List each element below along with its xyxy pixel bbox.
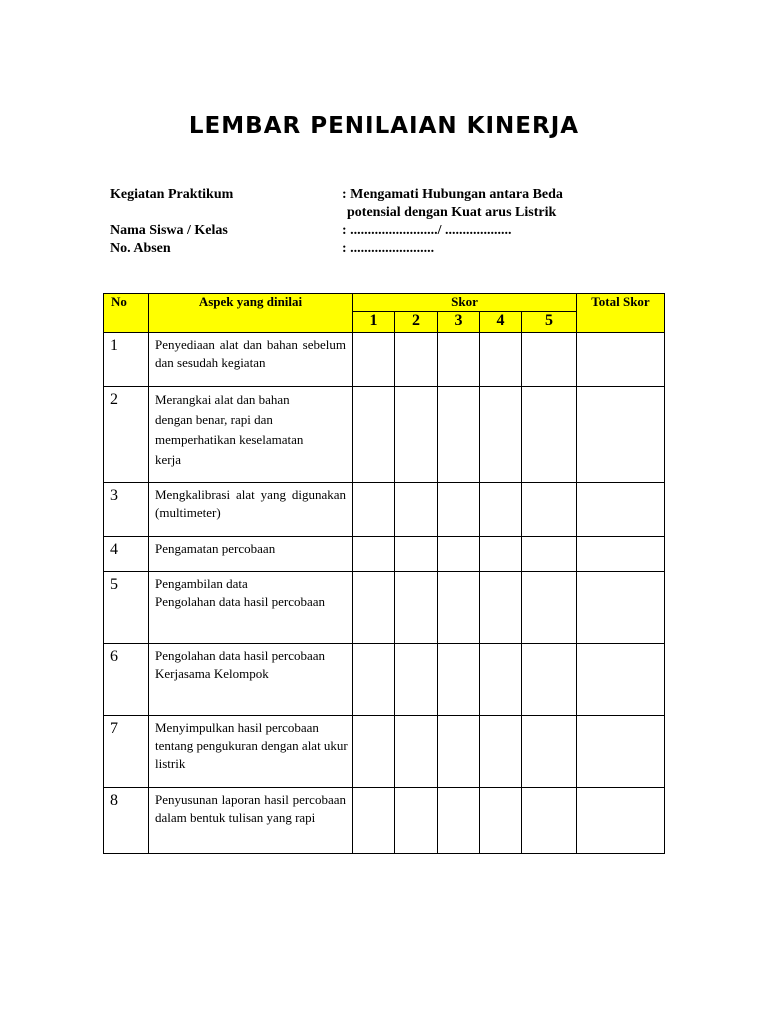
score-cell[interactable]: [522, 387, 577, 483]
score-cell[interactable]: [522, 333, 577, 387]
score-cell[interactable]: [480, 572, 522, 644]
absen-label: No. Absen: [110, 241, 171, 256]
score-header-1: 1: [353, 312, 395, 333]
row-number: 6: [104, 644, 149, 716]
score-cell[interactable]: [353, 537, 395, 572]
score-cell[interactable]: [438, 788, 480, 854]
table-row: [104, 333, 665, 387]
aspect-text-line2: Kerjasama Kelompok: [155, 666, 269, 681]
score-cell[interactable]: [353, 333, 395, 387]
assessment-table: [103, 293, 665, 854]
total-cell[interactable]: [577, 716, 665, 788]
score-cell[interactable]: [353, 716, 395, 788]
table-row: [104, 483, 665, 537]
score-cell[interactable]: [480, 716, 522, 788]
score-cell[interactable]: [480, 483, 522, 537]
score-cell[interactable]: [395, 387, 438, 483]
score-cell[interactable]: [480, 333, 522, 387]
score-cell[interactable]: [480, 788, 522, 854]
aspect-text: Penyediaan alat dan bahan sebelum dan sesudah kegiatan: [149, 333, 353, 387]
absen-value: : ........................: [342, 241, 435, 256]
total-cell[interactable]: [577, 483, 665, 537]
table-row: [104, 716, 665, 788]
total-cell[interactable]: [577, 333, 665, 387]
score-cell[interactable]: [480, 387, 522, 483]
score-cell[interactable]: [395, 644, 438, 716]
score-cell[interactable]: [353, 387, 395, 483]
total-cell[interactable]: [577, 537, 665, 572]
table-row: [104, 788, 665, 854]
aspect-text: Menyimpulkan hasil percobaan tentang pengukuran dengan alat ukur listrik: [149, 716, 353, 788]
aspect-text: Merangkai alat dan bahan dengan benar, rapi dan memperhatikan keselamatan kerja: [149, 387, 353, 483]
score-cell[interactable]: [438, 537, 480, 572]
score-cell[interactable]: [353, 572, 395, 644]
row-number: 7: [104, 716, 149, 788]
kegiatan-value-line1: : Mengamati Hubungan antara Beda: [342, 187, 563, 202]
row-number: 5: [104, 572, 149, 644]
score-cell[interactable]: [438, 333, 480, 387]
table-row: [104, 537, 665, 572]
score-cell[interactable]: [522, 788, 577, 854]
aspect-text-line1: Pengolahan data hasil percobaan: [155, 648, 326, 663]
page-title: LEMBAR PENILAIAN KINERJA: [188, 113, 580, 139]
aspect-text-line2: Pengolahan data hasil percobaan: [155, 594, 326, 609]
score-cell[interactable]: [395, 788, 438, 854]
score-cell[interactable]: [395, 572, 438, 644]
score-cell[interactable]: [438, 387, 480, 483]
score-header-2: 2: [395, 312, 438, 333]
aspect-text: Penyusunan laporan hasil percobaan dalam bentuk tulisan yang rapi: [149, 788, 353, 854]
nama-kelas-value: : ........................./ ...................: [342, 223, 512, 238]
score-cell[interactable]: [353, 788, 395, 854]
table-row: [104, 387, 665, 483]
aspect-cell: [149, 572, 353, 644]
kegiatan-value-line2: potensial dengan Kuat arus Listrik: [347, 205, 557, 220]
total-cell[interactable]: [577, 572, 665, 644]
header-no: No: [104, 294, 149, 333]
table-row: [104, 644, 665, 716]
nama-kelas-label: Nama Siswa / Kelas: [110, 223, 228, 238]
score-cell[interactable]: [395, 537, 438, 572]
aspect-text: Mengkalibrasi alat yang digunakan (multimeter): [149, 483, 353, 537]
score-cell[interactable]: [522, 644, 577, 716]
score-cell[interactable]: [353, 483, 395, 537]
row-number: 3: [104, 483, 149, 537]
score-cell[interactable]: [395, 483, 438, 537]
header-total-skor: Total Skor: [577, 294, 665, 333]
score-cell[interactable]: [438, 572, 480, 644]
total-cell[interactable]: [577, 387, 665, 483]
row-number: 8: [104, 788, 149, 854]
score-cell[interactable]: [395, 716, 438, 788]
score-header-5: 5: [522, 312, 577, 333]
score-cell[interactable]: [522, 483, 577, 537]
score-cell[interactable]: [522, 716, 577, 788]
total-cell[interactable]: [577, 788, 665, 854]
header-skor: Skor: [353, 294, 577, 312]
score-header-4: 4: [480, 312, 522, 333]
score-cell[interactable]: [522, 537, 577, 572]
score-cell[interactable]: [353, 644, 395, 716]
row-number: 1: [104, 333, 149, 387]
aspect-cell: [149, 644, 353, 716]
table-row: [104, 572, 665, 644]
kegiatan-label: Kegiatan Praktikum: [110, 187, 234, 202]
score-cell[interactable]: [395, 333, 438, 387]
score-cell[interactable]: [438, 716, 480, 788]
score-cell[interactable]: [480, 644, 522, 716]
row-number: 4: [104, 537, 149, 572]
total-cell[interactable]: [577, 644, 665, 716]
score-header-3: 3: [438, 312, 480, 333]
aspect-text-line1: Pengambilan data: [155, 576, 248, 591]
aspect-text: Pengamatan percobaan: [149, 537, 353, 572]
header-aspek: Aspek yang dinilai: [149, 294, 353, 333]
score-cell[interactable]: [522, 572, 577, 644]
score-cell[interactable]: [480, 537, 522, 572]
score-cell[interactable]: [438, 644, 480, 716]
row-number: 2: [104, 387, 149, 483]
score-cell[interactable]: [438, 483, 480, 537]
